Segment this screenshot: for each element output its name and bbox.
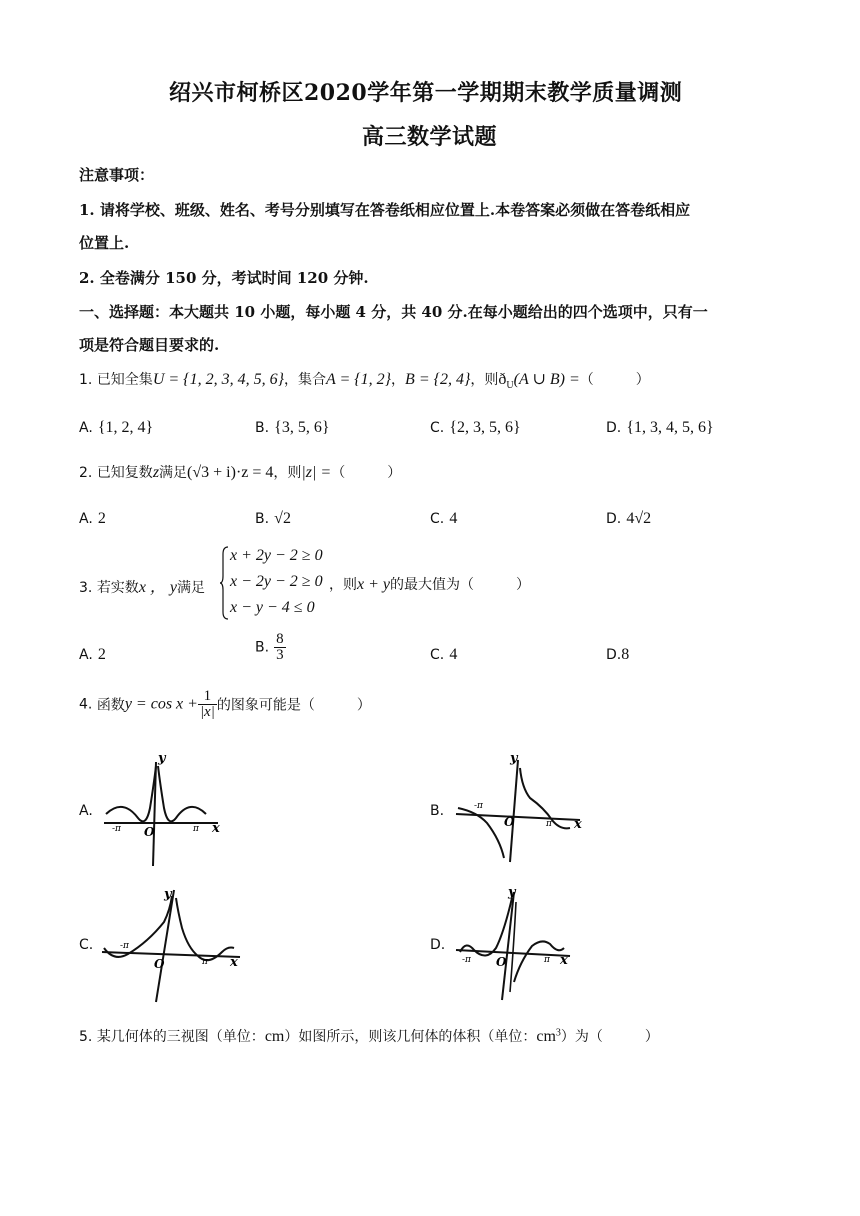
math-set-b: B = {2, 4} — [405, 371, 471, 388]
option-value: 4 — [449, 510, 458, 527]
math-set-a: A = {1, 2} — [325, 371, 392, 388]
option-d[interactable] — [606, 508, 651, 528]
question-text: ，则 — [329, 577, 357, 593]
option-c[interactable] — [430, 644, 457, 664]
option-label: B. — [255, 511, 270, 527]
unit: cm — [264, 1028, 285, 1045]
option-b[interactable] — [255, 632, 286, 663]
fraction-numerator: 1 — [198, 689, 217, 705]
axis-y-label: y — [158, 751, 166, 766]
option-d-label[interactable]: D. — [430, 937, 446, 953]
notice-item-1-line-1: 1. 请将学校、班级、姓名、考号分别填写在答卷纸相应位置上.本卷答案必须做在答卷纸相应 — [79, 201, 691, 219]
question-text: 若实数 — [96, 580, 139, 596]
option-value: √2 — [274, 510, 291, 527]
question-text: ， — [391, 372, 406, 388]
axis-x-label: x — [212, 821, 220, 836]
option-label: C. — [430, 511, 445, 527]
notice-item-1-line-2: 位置上. — [79, 234, 130, 252]
option-b[interactable] — [255, 417, 330, 437]
question-text: 满足 — [177, 580, 206, 596]
fraction-numerator: 8 — [276, 631, 284, 647]
question-text: 某几何体的三视图（单位： — [96, 1029, 265, 1045]
pi-label: π — [544, 955, 550, 965]
option-a-label[interactable]: A. — [79, 803, 93, 819]
question-text: 的最大值为（ ） — [390, 577, 530, 593]
math-expression: |z| = — [301, 464, 332, 481]
origin-label: O — [144, 825, 155, 839]
math-expression: (A ∪ B) = — [513, 371, 580, 388]
origin-label: O — [154, 957, 165, 971]
pi-label: π — [546, 819, 552, 829]
notice-heading: 注意事项： — [79, 166, 155, 184]
question-3-lead — [79, 574, 205, 597]
axis-x-label: x — [230, 955, 238, 970]
axis-x-label: x — [560, 953, 568, 968]
option-value: {1, 2, 4} — [97, 419, 154, 436]
option-c-graph[interactable] — [98, 882, 253, 1004]
section-1-line-1: 一、选择题：本大题共 10 小题，每小题 4 分，共 40 分.在每小题给出的四个选项中，只有一 — [79, 303, 708, 321]
question-text: 的图象可能是（ ） — [216, 697, 371, 714]
question-text: ）如图所示，则该几何体的体积（单位： — [284, 1029, 537, 1045]
option-d-graph[interactable] — [452, 882, 582, 1004]
neg-pi-label: -π — [462, 955, 471, 965]
option-value: 4√2 — [626, 510, 652, 527]
constraint-brace — [219, 546, 229, 620]
unit-superscript: 3 — [555, 1027, 561, 1039]
question-text: ，则 — [273, 465, 302, 481]
option-label: A. — [79, 511, 93, 527]
option-d[interactable] — [606, 417, 714, 437]
question-text: 满足 — [159, 465, 188, 481]
section-1-line-2: 项是符合题目要求的. — [79, 336, 220, 354]
option-value: 8 — [621, 646, 630, 663]
origin-label: O — [504, 815, 515, 829]
option-label: C. — [430, 647, 445, 663]
page-title: 绍兴市柯桥区2020学年第一学期期末教学质量调测 — [169, 80, 683, 106]
option-value: 4 — [449, 646, 458, 663]
option-a[interactable] — [79, 644, 106, 664]
axis-y-label: y — [508, 885, 516, 900]
option-label: D. — [606, 420, 622, 436]
option-c-label[interactable]: C. — [79, 937, 94, 953]
option-label: D. — [606, 511, 622, 527]
option-value: {2, 3, 5, 6} — [449, 419, 521, 436]
question-text: 已知复数 — [96, 465, 153, 481]
question-number: 1. — [79, 372, 93, 388]
option-a-graph[interactable] — [98, 748, 228, 868]
axis-y-label: y — [164, 887, 172, 902]
axis-x-label: x — [574, 817, 582, 832]
question-number: 2. — [79, 465, 93, 481]
page-subtitle: 高三数学试题 — [362, 124, 498, 150]
math-complement: ð — [498, 371, 507, 388]
option-b[interactable] — [255, 508, 291, 528]
brace-icon — [219, 546, 229, 620]
question-text: 已知全集 — [96, 372, 153, 388]
answer-blank: （ ） — [579, 372, 650, 388]
pi-label: π — [193, 824, 199, 834]
option-d[interactable] — [606, 644, 629, 664]
option-a[interactable] — [79, 508, 106, 528]
question-text: ，则 — [470, 372, 499, 388]
origin-label: O — [496, 955, 507, 969]
math-set-u: U = {1, 2, 3, 4, 5, 6} — [152, 371, 284, 388]
math-equation: (√3 + i)·z = 4 — [187, 464, 274, 481]
option-value: {3, 5, 6} — [274, 419, 330, 436]
question-number: 3. — [79, 580, 93, 596]
option-label: A. — [79, 647, 93, 663]
neg-pi-label: -π — [474, 801, 483, 811]
constraint-3: x − y − 4 ≤ 0 — [230, 599, 315, 616]
option-label: B. — [255, 420, 270, 436]
question-text: ）为（ ） — [560, 1029, 659, 1045]
question-5 — [79, 1026, 659, 1046]
question-1 — [79, 369, 650, 391]
notice-item-2: 2. 全卷满分 150 分，考试时间 120 分钟. — [79, 269, 369, 287]
option-value: {1, 3, 4, 5, 6} — [626, 419, 714, 436]
math-expression: x + y — [357, 576, 390, 593]
option-value: 2 — [97, 510, 106, 527]
pi-label: π — [202, 957, 208, 967]
answer-blank: （ ） — [331, 465, 402, 481]
option-a[interactable] — [79, 417, 153, 437]
option-value: 2 — [97, 646, 106, 663]
fraction-denominator: 3 — [276, 647, 284, 663]
axis-y-label: y — [510, 751, 518, 766]
question-2 — [79, 462, 401, 482]
option-label: D. — [606, 647, 622, 663]
question-text: ，集合 — [283, 372, 326, 388]
math-variables: x ， y — [138, 579, 178, 596]
option-fraction — [274, 632, 286, 663]
question-number: 5. — [79, 1029, 93, 1045]
neg-pi-label: -π — [120, 941, 129, 951]
option-label: A. — [79, 420, 93, 436]
option-c[interactable] — [430, 508, 457, 528]
question-text: 函数 — [96, 697, 125, 714]
option-label: C. — [430, 420, 445, 436]
option-label: B. — [255, 639, 270, 656]
option-c[interactable] — [430, 417, 521, 437]
constraint-2: x − 2y − 2 ≥ 0 — [230, 573, 323, 590]
constraint-1: x + 2y − 2 ≥ 0 — [230, 547, 323, 564]
fraction-denominator: |x| — [199, 704, 215, 720]
question-3-tail — [329, 574, 530, 594]
question-number: 4. — [79, 696, 93, 713]
option-b-label[interactable]: B. — [430, 803, 445, 819]
math-fraction — [198, 689, 217, 720]
math-expression: y = cos x + — [124, 695, 198, 713]
option-b-graph[interactable] — [452, 748, 587, 868]
question-4 — [79, 689, 371, 720]
unit: cm — [536, 1028, 556, 1045]
math-variable: z — [152, 464, 160, 481]
math-subscript: U — [506, 379, 514, 391]
neg-pi-label: -π — [112, 824, 121, 834]
